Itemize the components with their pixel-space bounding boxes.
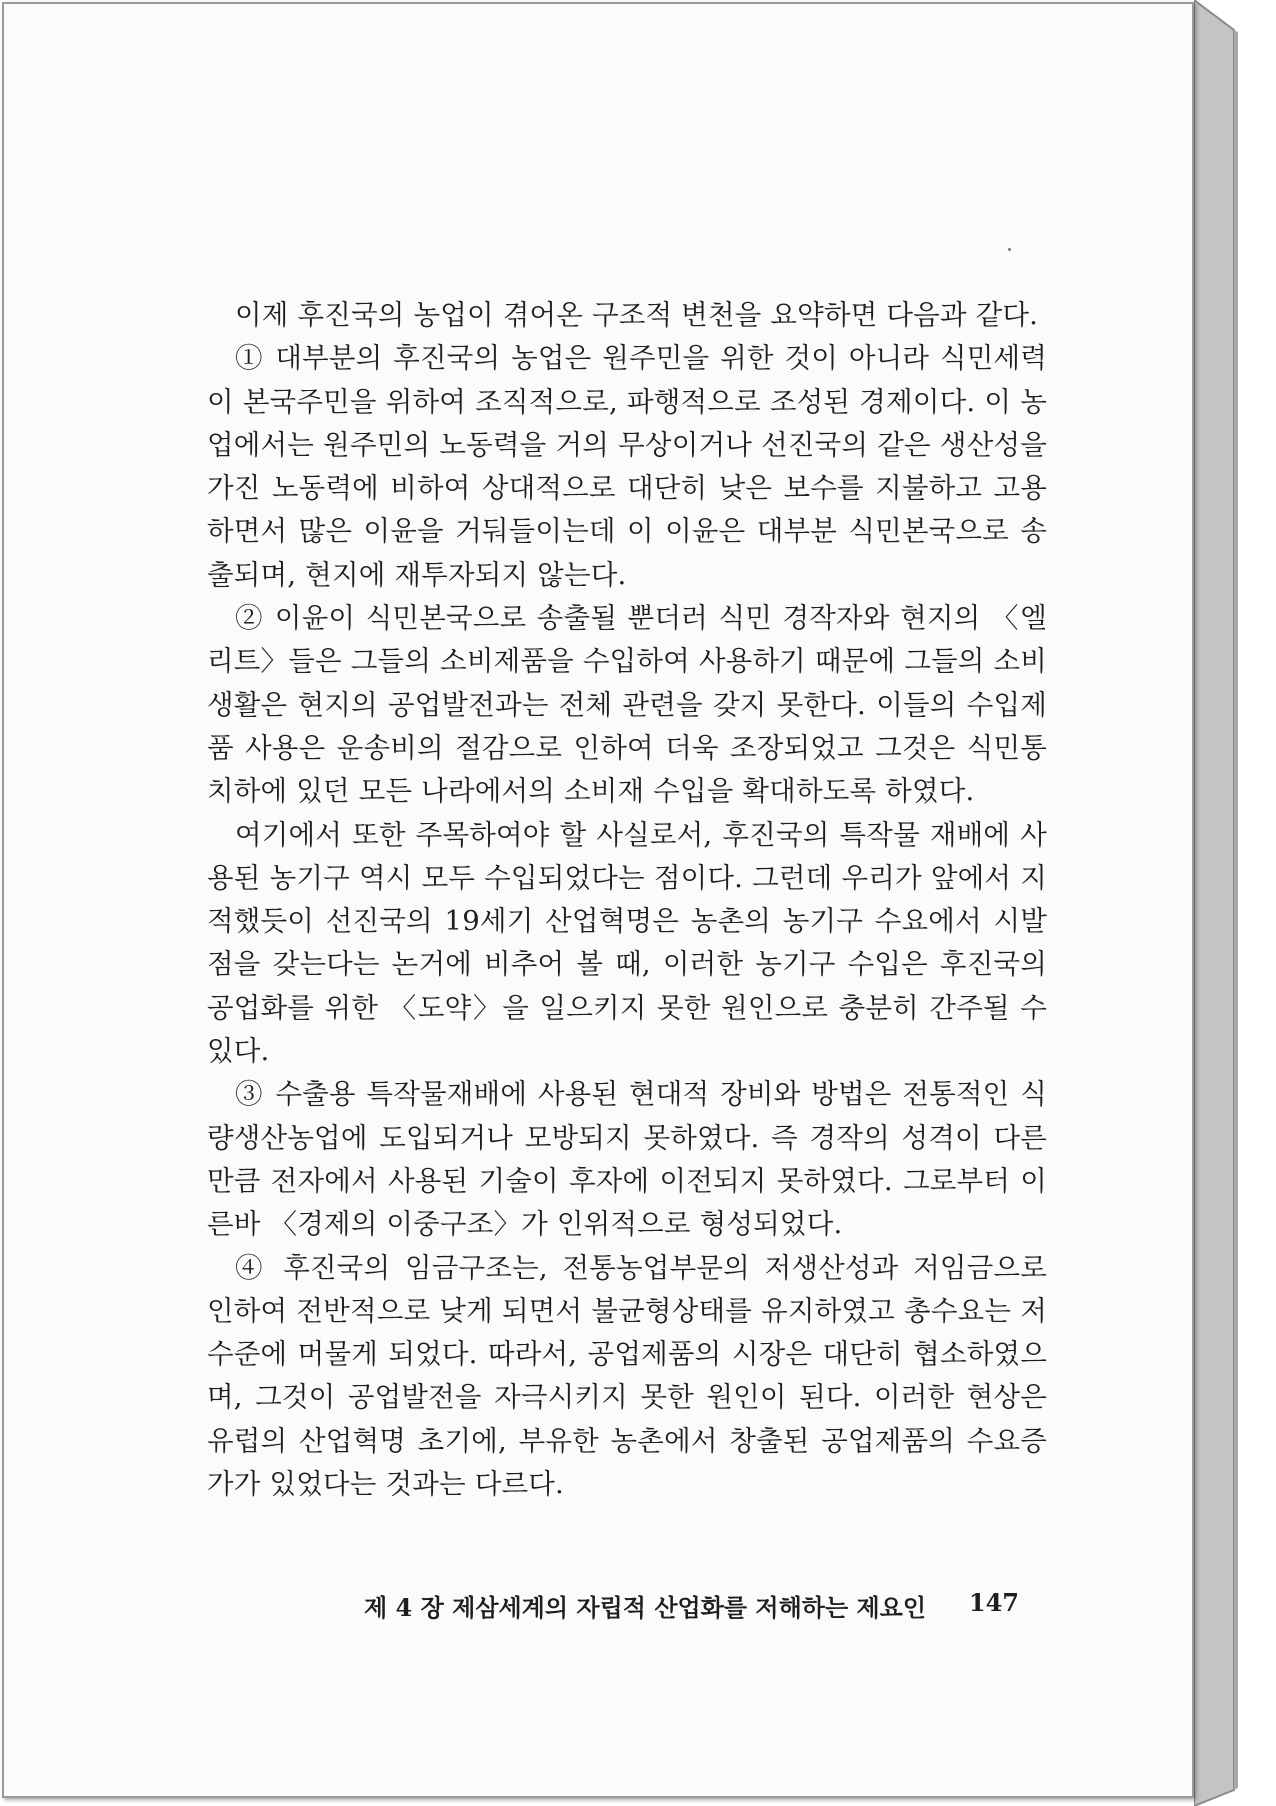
running-title: 제 4 장 제삼세계의 자립적 산업화를 저해하는 제요인	[364, 1593, 927, 1622]
paragraph-intro: 이제 후진국의 농업이 겪어온 구조적 변천을 요약하면 다음과 같다.	[235, 299, 1039, 331]
paragraph-point-1: ① 대부분의 후진국의 농업은 원주민을 위한 것이 아니라 식민세력이 본국주민을 위하여 조직적으로, 파행적으로 조성된 경제이다. 이 농업에서는 원주민의 노동력을 거의 무상이거나 선진국의 같은 생산성을 가진 노동력에 비하여 상대적으로 대단히 낮은 보수를 지불하고 고용하면서 많은 이윤을 거둬들이는데 이 이윤은 대부분 식민본국으로 송출되며, 현지에 재투자되지 않는다.	[207, 342, 1047, 591]
body-text	[207, 294, 1047, 1506]
page-number: 147	[968, 1588, 1019, 1617]
scan-speck	[1008, 248, 1011, 251]
book-edge	[1194, 0, 1274, 1806]
paragraph-point-4: ④ 후진국의 임금구조는, 전통농업부문의 저생산성과 저임금으로 인하여 전반적으로 낮게 되면서 불균형상태를 유지하였고 총수요는 저수준에 머물게 되었다. 따라서, 공업제품의 시장은 대단히 협소하였으며, 그것이 공업발전을 자극시키지 못한 원인이 된다. 이러한 현상은 유럽의 산업혁명 초기에, 부유한 농촌에서 창출된 공업제품의 수요증가가 있었다는 것과는 다르다.	[207, 1251, 1047, 1501]
paragraph-note: 여기에서 또한 주목하여야 할 사실로서, 후진국의 특작물 재배에 사용된 농기구 역시 모두 수입되었다는 점이다. 그런데 우리가 앞에서 지적했듯이 선진국의 19세기 산업혁명은 농촌의 농기구 수요에서 시발점을 갖는다는 논거에 비추어 볼 때, 이러한 농기구 수입은 후진국의 공업화를 위한 〈도약〉을 일으키지 못한 원인으로 충분히 간주될 수 있다.	[207, 818, 1047, 1068]
page-footer	[364, 1588, 1019, 1623]
document-page	[2, 2, 1194, 1798]
paragraph-point-3: ③ 수출용 특작물재배에 사용된 현대적 장비와 방법은 전통적인 식량생산농업에 도입되거나 모방되지 못하였다. 즉 경작의 성격이 다른 만큼 전자에서 사용된 기술이 후자에 이전되지 못하였다. 그로부터 이른바 〈경제의 이중구조〉가 인위적으로 형성되었다.	[207, 1078, 1047, 1241]
paragraph-point-2: ② 이윤이 식민본국으로 송출될 뿐더러 식민 경작자와 현지의 〈엘리트〉들은 그들의 소비제품을 수입하여 사용하기 때문에 그들의 소비생활은 현지의 공업발전과는 전체 관련을 갖지 못한다. 이들의 수입제품 사용은 운송비의 절감으로 인하여 더욱 조장되었고 그것은 식민통치하에 있던 모든 나라에서의 소비재 수입을 확대하도록 하였다.	[207, 602, 1047, 808]
